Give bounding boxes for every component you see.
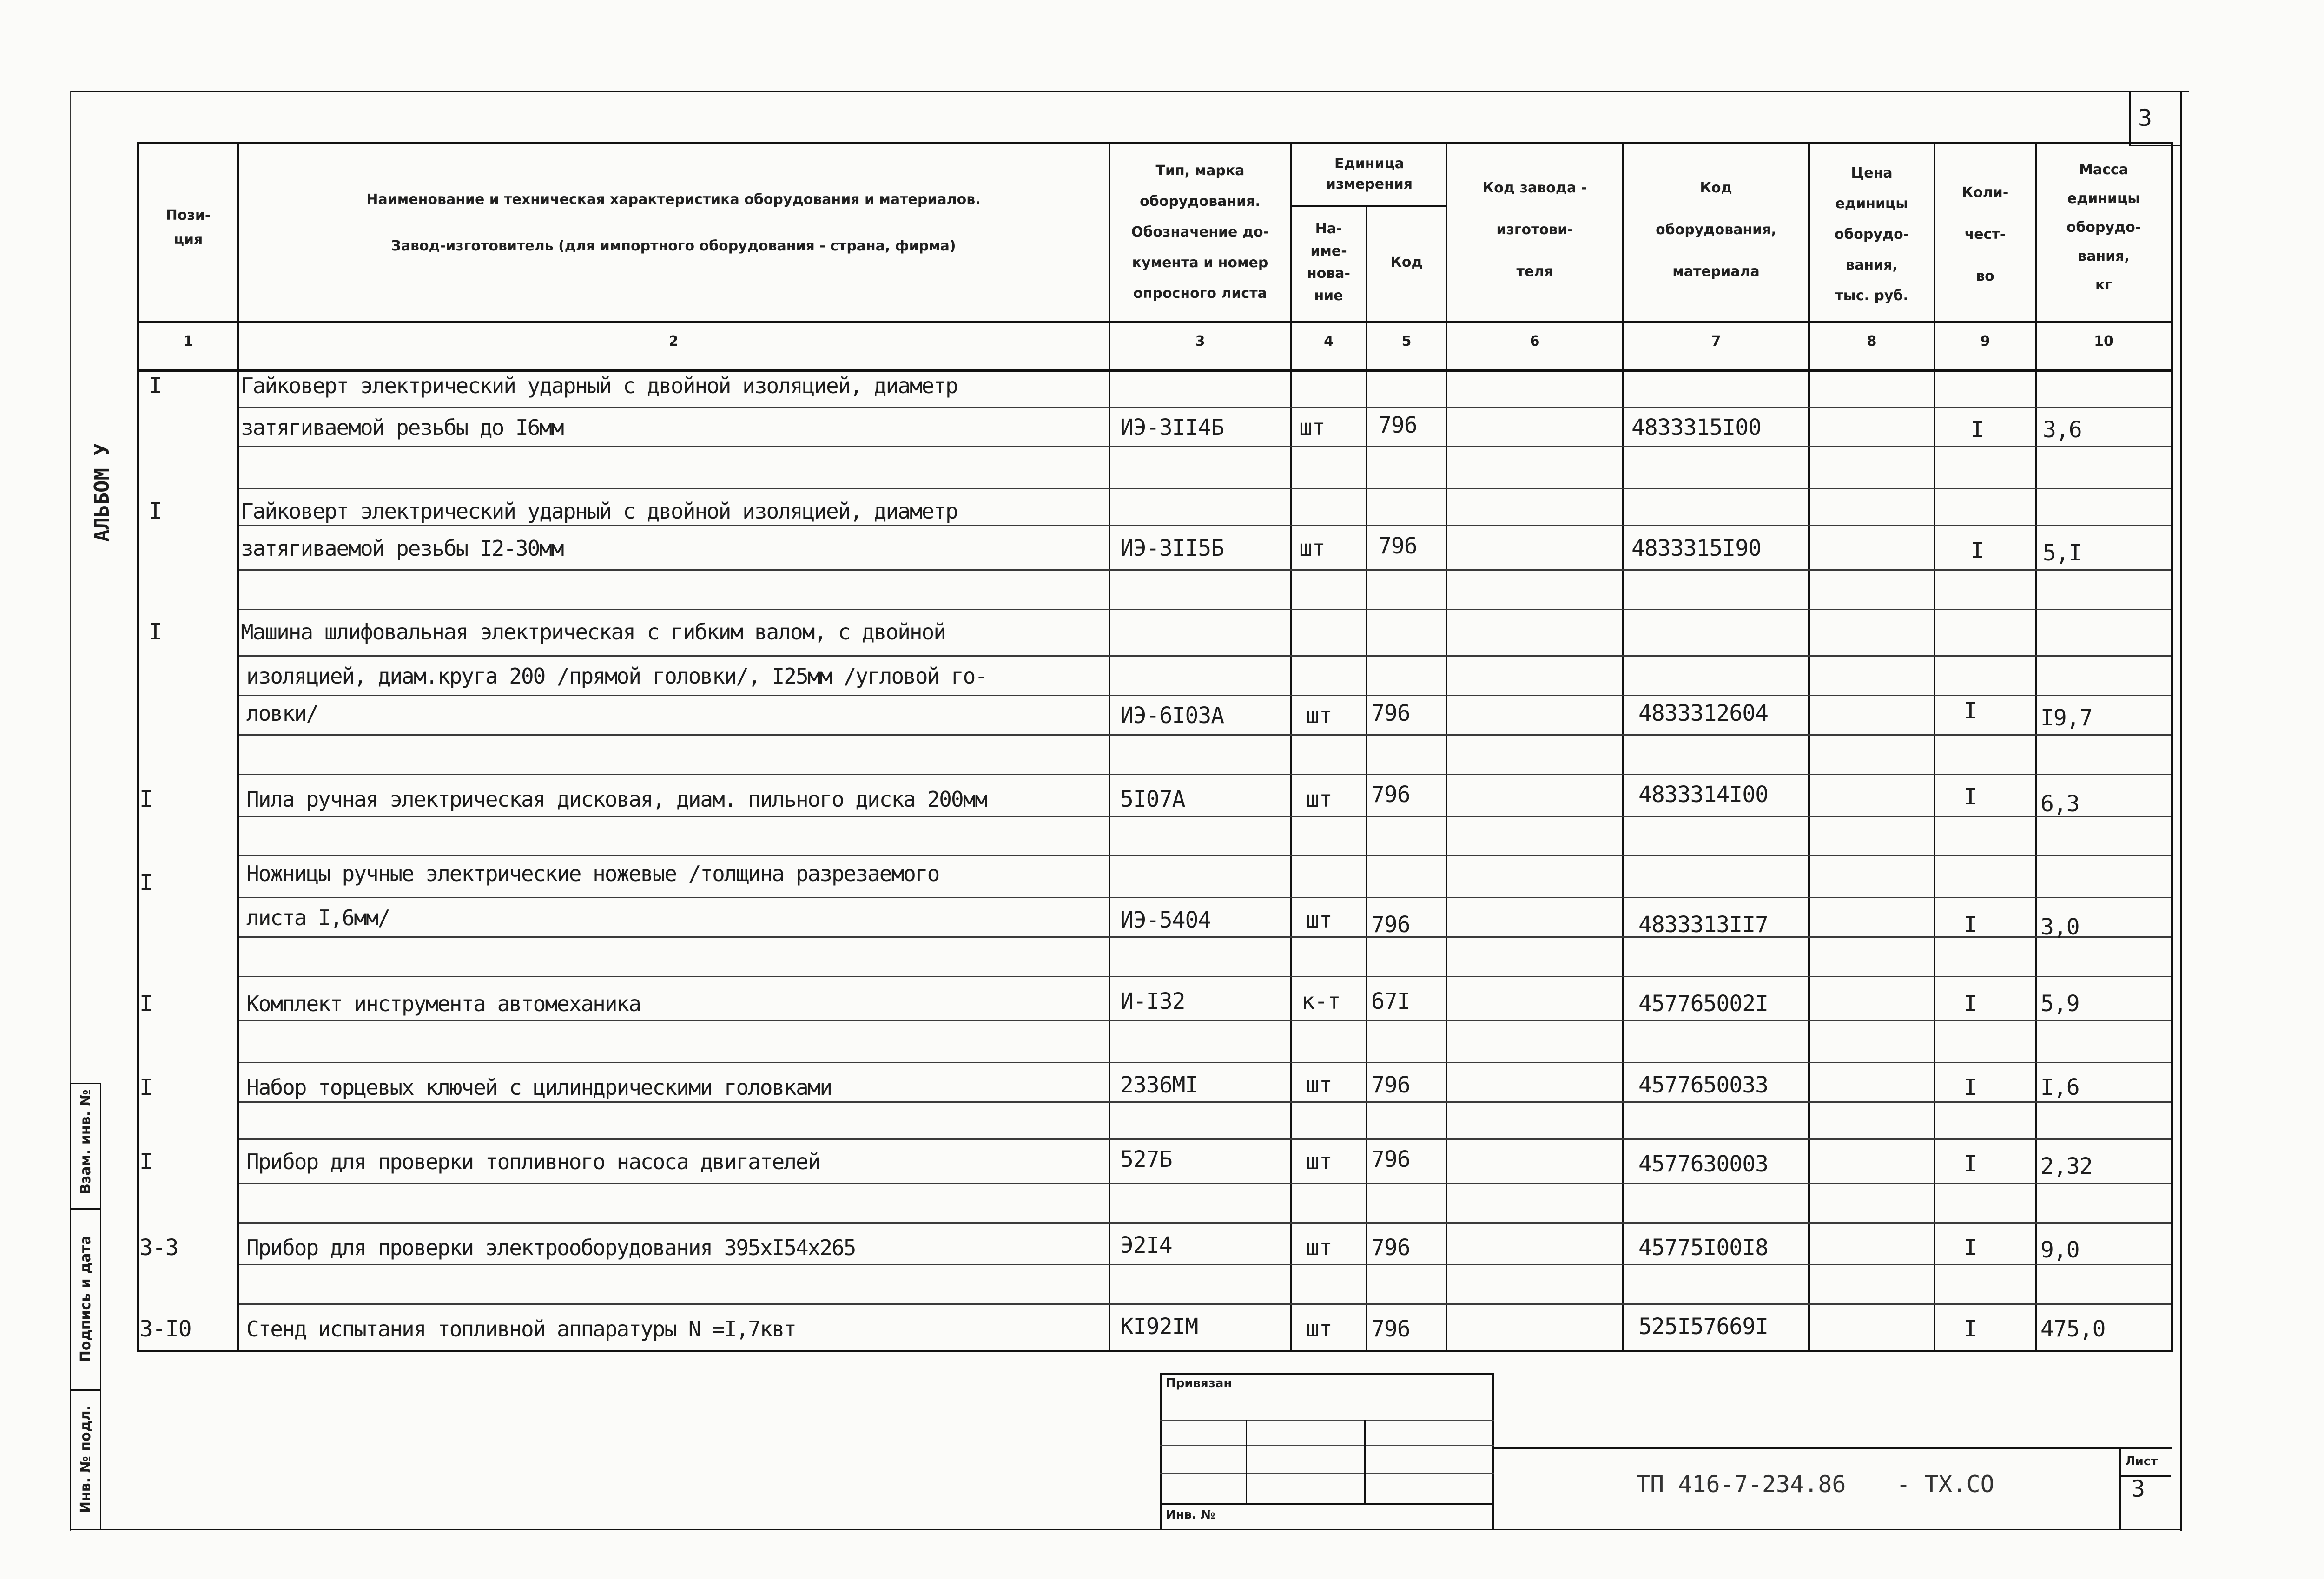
mass-cell: 3,0 [2040,914,2080,940]
type-cell: ИЭ-3II5Б [1120,535,1224,561]
position-cell: I [149,373,162,399]
column-number: 1 [183,333,193,349]
unit-code-cell: 796 [1371,782,1410,808]
header-text: опросного листа [1133,285,1267,302]
row-separator [239,976,2171,977]
header-text: Код [1700,180,1732,196]
row-separator [239,1303,2171,1305]
equipment-code-cell: 4833312604 [1638,700,1768,726]
row-separator [239,407,2171,408]
item-name-line: Стенд испытания топливной аппаратуры N =I,7квт [246,1316,796,1342]
unit-cell: шт [1306,703,1332,729]
unit-cell: шт [1306,786,1332,812]
equipment-code-cell: 45775I00I8 [1638,1235,1768,1261]
header-col9 [1935,172,2035,297]
header-text: во [1976,268,1994,284]
corner-box-line [2129,145,2182,146]
row-separator [239,1264,2171,1265]
column-number: 2 [668,333,679,349]
header-text: оборудо- [2066,219,2141,236]
header-text: Обозначение до- [1131,224,1269,240]
unit-cell: шт [1299,535,1325,561]
type-cell: Э2I4 [1120,1232,1172,1258]
column-number: 10 [2094,333,2113,349]
row-separator [239,855,2171,856]
column-number: 9 [1980,333,1990,349]
equipment-code-cell: 4833313II7 [1638,912,1768,938]
header-text: име- [1310,243,1347,259]
unit-cell: шт [1306,907,1332,933]
sheet-label: Лист [2125,1454,2158,1468]
header-text: измерения [1326,176,1413,192]
row-separator [239,816,2171,817]
stamp-line [1246,1420,1247,1503]
header-text: изготови- [1496,222,1573,238]
header-text: оборудо- [1834,226,1909,243]
column-number: 5 [1401,333,1412,349]
equipment-code-cell: 4833315I00 [1631,414,1761,441]
stamp-line [1160,1503,1494,1505]
corner-box-line [2129,91,2131,146]
column-number: 7 [1711,333,1721,349]
side-stamp-line [70,1083,101,1084]
header-text: оборудования. [1140,193,1261,210]
header-text: Код завода - [1482,180,1587,196]
equipment-code-cell: 4577630003 [1638,1151,1768,1177]
row-separator [239,525,2171,526]
stamp-inv-podl: Инв. № подл. [78,1405,94,1513]
col-border [1290,142,1292,1352]
item-name-line: Ножницы ручные электрические ножевые /толщина разрезаемого [246,861,939,886]
col-border [1109,142,1110,1352]
unit-cell: к-т [1301,988,1340,1014]
equipment-code-cell: 4833314I00 [1638,782,1768,808]
unit-code-cell: 796 [1371,1072,1410,1098]
col-border [1808,142,1810,1352]
side-stamp-line [70,1389,101,1391]
position-cell: I [139,786,152,812]
header-text: чест- [1964,226,2006,243]
header-col6 [1447,167,1622,293]
position-cell: I [149,619,162,645]
header-text: оборудования, [1656,222,1776,238]
item-name-line: Гайковерт электрический ударный с двойной изоляцией, диаметр [241,373,957,398]
position-cell: I [149,498,162,524]
row-separator [239,734,2171,736]
header-col4 [1292,209,1366,316]
row-separator [239,655,2171,657]
mass-cell: 2,32 [2040,1153,2093,1179]
header-text: Цена [1851,165,1893,181]
stamp-line [1494,1447,2172,1449]
unit-group-line [1290,205,1447,207]
header-text: единицы [1835,196,1908,212]
type-cell: 2336МI [1120,1072,1198,1098]
album-label: АЛЬБОМ У [90,443,114,542]
column-number: 6 [1530,333,1540,349]
row-separator [239,936,2171,938]
row-separator [239,446,2171,447]
frame-top-line [70,91,2189,92]
header-text: единицы [2067,191,2140,207]
table-top-line [137,142,2173,144]
header-col7 [1624,167,1808,293]
mass-cell: 6,3 [2040,791,2080,817]
header-text: кг [2095,277,2113,293]
header-col10 [2037,153,2171,302]
item-name-line: ловки/ [246,701,318,726]
header-text: Единица [1334,156,1404,172]
row-separator [239,1101,2171,1103]
sheet-corner-number: 3 [2138,105,2152,132]
stamp-signature-date: Подпись и дата [78,1235,94,1362]
item-name-line: Набор торцевых ключей с цилиндрическими головками [246,1075,832,1100]
header-text: Масса [2079,162,2128,178]
header-text: Код [1390,254,1423,270]
header-text: вания, [2078,248,2130,264]
item-name-line: Машина шлифовальная электрическая с гибким валом, с двойной [241,619,945,645]
item-name-line: затягиваемой резьбы I2-30мм [241,536,563,561]
quantity-cell: I [1964,912,1977,938]
stamp-line [1160,1373,1494,1375]
header-col1 [139,186,237,270]
stamp-line [1160,1373,1162,1529]
quantity-cell: I [1971,417,1984,443]
header-text: материала [1672,263,1760,280]
col-border [2035,142,2037,1352]
mass-cell: I,6 [2040,1074,2080,1100]
equipment-code-cell: 525I57669I [1638,1314,1768,1340]
header-text: Наименование и техническая характеристика оборудования и материалов. [366,191,981,208]
item-name-line: листа I,6мм/ [246,905,390,930]
equipment-code-cell: 4833315I90 [1631,535,1761,561]
header-text: На- [1315,221,1342,237]
unit-code-cell: 796 [1371,700,1410,726]
unit-code-cell: 796 [1371,1146,1410,1172]
side-stamp-line [100,1083,101,1529]
item-name-line: Комплект инструмента автомеханика [246,991,640,1016]
stamp-line [2119,1447,2121,1529]
item-name-line: затягиваемой резьбы до I6мм [241,415,563,440]
col-border [1366,205,1367,1352]
side-stamp-line [70,1208,101,1210]
header-text: Пози- [165,207,211,224]
col-border [1622,142,1624,1352]
column-number: 4 [1324,333,1334,349]
quantity-cell: I [1964,1316,1977,1342]
document-code: ТП 416-7-234.86 [1636,1471,1846,1498]
header-text: Тип, марка [1155,163,1245,179]
type-cell: 5I07А [1120,786,1185,812]
quantity-cell: I [1964,991,1977,1017]
header-col5 [1367,209,1446,316]
position-cell: 3-I0 [139,1316,191,1342]
side-stamp-line [70,1083,71,1529]
row-separator [239,774,2171,775]
mass-cell: 9,0 [2040,1237,2080,1263]
type-cell: КI92IМ [1120,1314,1198,1340]
row-separator [239,897,2171,898]
frame-right-line [2180,91,2182,1531]
header-text: ция [173,231,203,248]
row-separator [239,488,2171,489]
type-cell: 527Б [1120,1146,1172,1172]
unit-code-cell: 796 [1371,1316,1410,1342]
row-separator [239,1020,2171,1021]
stamp-line [1492,1373,1494,1529]
quantity-cell: I [1964,1235,1977,1261]
unit-code-cell: 796 [1378,412,1417,438]
col-border [1446,142,1447,1352]
inv-number-label: Инв. № [1166,1508,1215,1522]
type-cell: И-I32 [1120,988,1185,1014]
unit-cell: шт [1306,1149,1332,1175]
mass-cell: 5,I [2043,540,2082,566]
table-bottom-line [137,1350,2173,1352]
item-name-line: Пила ручная электрическая дисковая, диам. пильного диска 200мм [246,787,987,812]
item-name-line: Гайковерт электрический ударный с двойной изоляцией, диаметр [241,499,957,524]
unit-code-cell: 796 [1371,912,1410,938]
header-text: Коли- [1961,184,2009,201]
header-text: вания, [1846,257,1898,273]
col-border [1934,142,1935,1352]
mass-cell: 475,0 [2040,1316,2106,1342]
quantity-cell: I [1971,538,1984,564]
col-border [237,142,239,1352]
position-cell: I [139,991,152,1017]
equipment-code-cell: 4577650033 [1638,1072,1768,1098]
row-separator [239,1062,2171,1063]
row-separator [239,609,2171,610]
sheet-number: 3 [2131,1475,2146,1502]
header-text: теля [1516,263,1553,280]
mass-cell: I9,7 [2040,705,2093,731]
col-border [2171,142,2173,1352]
header-col3 [1110,153,1290,311]
stamp-line [1160,1420,1494,1421]
quantity-cell: I [1964,1074,1977,1100]
row-separator [239,695,2171,696]
item-name-line: Прибор для проверки электрооборудования 395хI54х265 [246,1235,856,1260]
stamp-line [1364,1420,1366,1503]
header-text: тыс. руб. [1835,288,1908,304]
unit-cell: шт [1306,1072,1332,1098]
unit-code-cell: 796 [1371,1235,1410,1261]
type-cell: ИЭ-6I03А [1120,703,1224,729]
header-text: ние [1314,288,1343,304]
header-text: кумента и номер [1132,255,1268,271]
quantity-cell: I [1964,698,1977,724]
row-separator [239,1183,2171,1184]
item-name-line: Прибор для проверки топливного насоса двигателей [246,1149,820,1174]
stamp-inv-vzam: Взам. инв. № [78,1089,94,1194]
mass-cell: 5,9 [2040,991,2080,1017]
quantity-cell: I [1964,1151,1977,1177]
equipment-code-cell: 457765002I [1638,991,1768,1017]
stamp-line [1160,1473,1494,1474]
mass-cell: 3,6 [2043,417,2082,443]
header-col8 [1810,158,1934,311]
column-number: 3 [1195,333,1205,349]
document-suffix: - ТХ.СО [1896,1471,1994,1498]
row-separator [239,1138,2171,1140]
row-separator [239,1222,2171,1224]
position-cell: I [139,1149,152,1175]
unit-cell: шт [1306,1235,1332,1261]
header-unit-group [1292,146,1447,202]
type-cell: ИЭ-3II4Б [1120,414,1224,441]
row-separator [239,569,2171,571]
header-text: Завод-изготовитель (для импортного оборудования - страна, фирма) [391,238,956,254]
header-bottom-line [137,321,2173,323]
item-name-line: изоляцией, диам.круга 200 /прямой головки/, I25мм /угловой го- [246,664,987,689]
position-cell: 3-3 [139,1235,178,1261]
position-cell: I [139,870,152,896]
unit-cell: шт [1306,1316,1332,1342]
quantity-cell: I [1964,784,1977,810]
unit-code-cell: 796 [1378,533,1417,559]
unit-cell: шт [1299,414,1325,441]
frame-bottom-line [70,1529,2182,1530]
unit-code-cell: 67I [1371,988,1410,1014]
position-cell: I [139,1074,152,1100]
column-number: 8 [1867,333,1877,349]
header-col2 [239,177,1108,270]
type-cell: ИЭ-5404 [1120,907,1211,933]
stamp-line [1160,1445,1494,1446]
header-text: нова- [1307,265,1351,282]
bound-label: Привязан [1166,1376,1232,1390]
